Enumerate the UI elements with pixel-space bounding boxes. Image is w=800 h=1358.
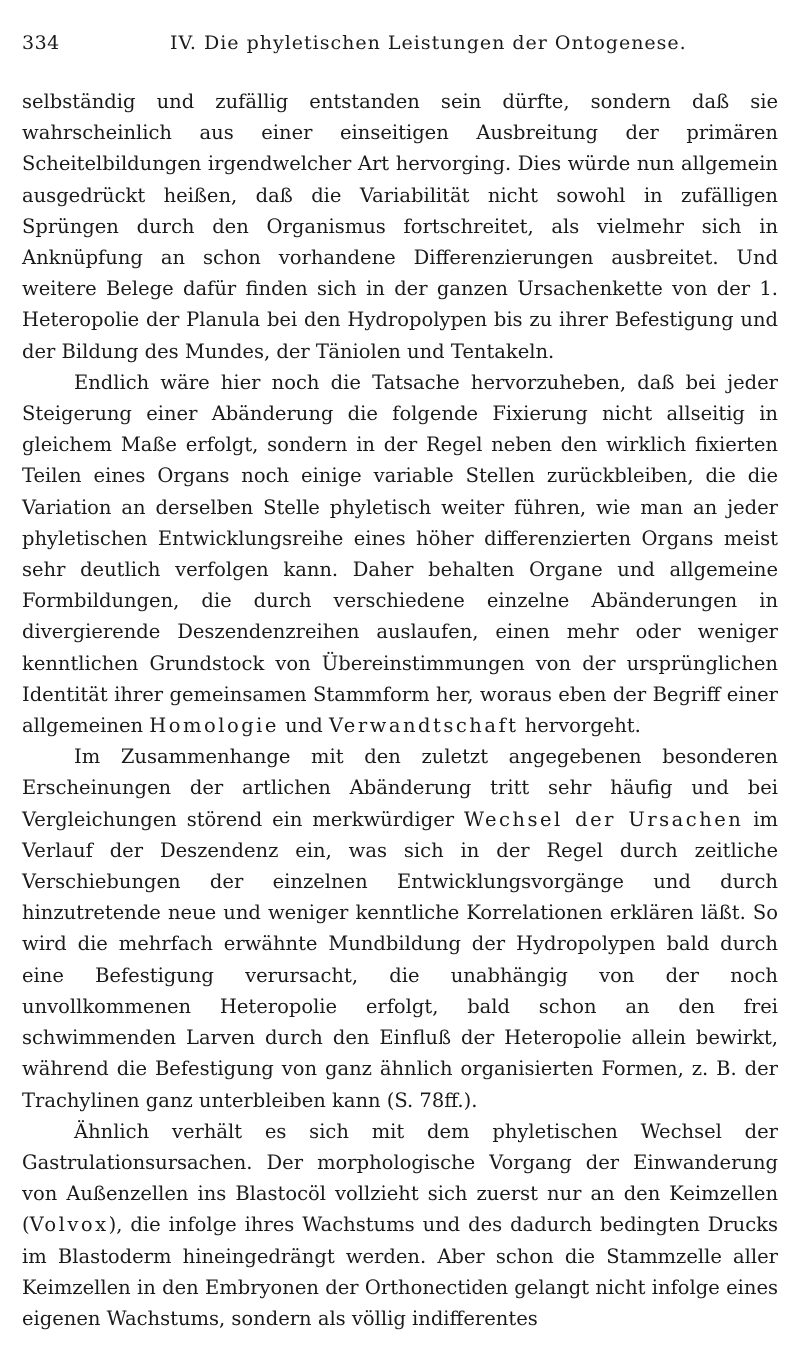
paragraph-3-tail: im Verlauf der Deszendenz ein, was sich in der Regel durch zeitliche Verschiebungen der einzelnen Entwicklungsvorgänge und durch hinzutretende neue und weniger kenntliche Korrelationen erklären läßt. So wird die mehrfach erwähnte Mundbildung der Hydropolypen bald durch eine Befestigung verursacht, die unabhängig von der noch unvollkommenen Heteropolie erfolgt, bald schon an den frei schwimmenden Larven durch den Einfluß der Heteropolie allein bewirkt, während die Befestigung von ganz ähnlich organisierten Formen, z. B. der Trachylinen ganz unterbleiben kann (S. 78ff.). <box>22 807 778 1112</box>
paragraph-4-tail: ), die infolge ihres Wachstums und des dadurch bedingten Drucks im Blastoderm hineingedrängt werden. Aber schon die Stammzelle aller Keimzellen in den Embryonen der Orthonectiden gelangt nicht infolge eines eigenen Wachstums, sondern als völlig indifferentes <box>22 1213 778 1330</box>
paragraph-3 <box>22 741 778 1115</box>
page-number: 334 <box>22 32 60 54</box>
paragraph-2-conjunction: und <box>285 714 323 738</box>
emphasis-homologie: Homologie <box>149 714 279 738</box>
running-title: IV. Die phyletischen Leistungen der Ontogenese. <box>170 32 687 54</box>
paragraph-3-text: Im Zusammenhange mit den zuletzt angegebenen besonderen Erscheinungen der artlichen Abänderung tritt sehr häufig und bei Vergleichungen störend ein merkwürdiger <box>22 745 778 831</box>
emphasis-volvox: Volvox <box>29 1213 109 1237</box>
emphasis-verwandtschaft: Verwandtschaft <box>328 714 519 738</box>
emphasis-wechsel-der-ursachen: Wechsel der Ursachen <box>464 807 744 831</box>
paragraph-1-text: selbständig und zufällig entstanden sein dürfte, sondern daß sie wahrscheinlich aus einer einseitigen Ausbreitung der primären Scheitelbildungen irgendwelcher Art hervorging. Dies würde nun allgemein ausgedrückt heißen, daß die Variabilität nicht sowohl in zufälligen Sprüngen durch den Organismus fortschreitet, als vielmehr sich in Anknüpfung an schon vorhandene Differenzierungen ausbreitet. Und weitere Belege dafür finden sich in der ganzen Ursachenkette von der 1. Heteropolie der Planula bei den Hydropolypen bis zu ihrer Befestigung und der Bildung des Mundes, der Täniolen und Tentakeln. <box>22 90 778 363</box>
body-text <box>22 86 778 1334</box>
paragraph-2-tail: hervorgeht. <box>524 714 641 738</box>
paragraph-4 <box>22 1116 778 1334</box>
paragraph-2 <box>22 367 778 741</box>
running-header <box>22 30 778 56</box>
paragraph-4-text: Ähnlich verhält es sich mit dem phyletischen Wechsel der Gastrulationsursachen. Der morphologische Vorgang der Einwanderung von Außenzellen ins Blastocöl vollzieht sich zuerst nur an den Keimzellen ( <box>22 1119 778 1237</box>
paragraph-1 <box>22 86 778 367</box>
paragraph-2-text: Endlich wäre hier noch die Tatsache hervorzuheben, daß bei jeder Steigerung einer Abänderung die folgende Fixierung nicht allseitig in gleichem Maße erfolgt, sondern in der Regel neben den wirklich fixierten Teilen eines Organs noch einige variable Stellen zurückbleiben, die die Variation an derselben Stelle phyletisch weiter führen, wie man an jeder phyletischen Entwicklungsreihe eines höher differenzierten Organs meist sehr deutlich verfolgen kann. Daher behalten Organe und allgemeine Formbildungen, die durch verschiedene einzelne Abänderungen in divergierende Deszendenzreihen auslaufen, einen mehr oder weniger kenntlichen Grundstock von Übereinstimmungen von der ursprünglichen Identität ihrer gemeinsamen Stammform her, woraus eben der Begriff einer allgemeinen <box>22 370 778 738</box>
